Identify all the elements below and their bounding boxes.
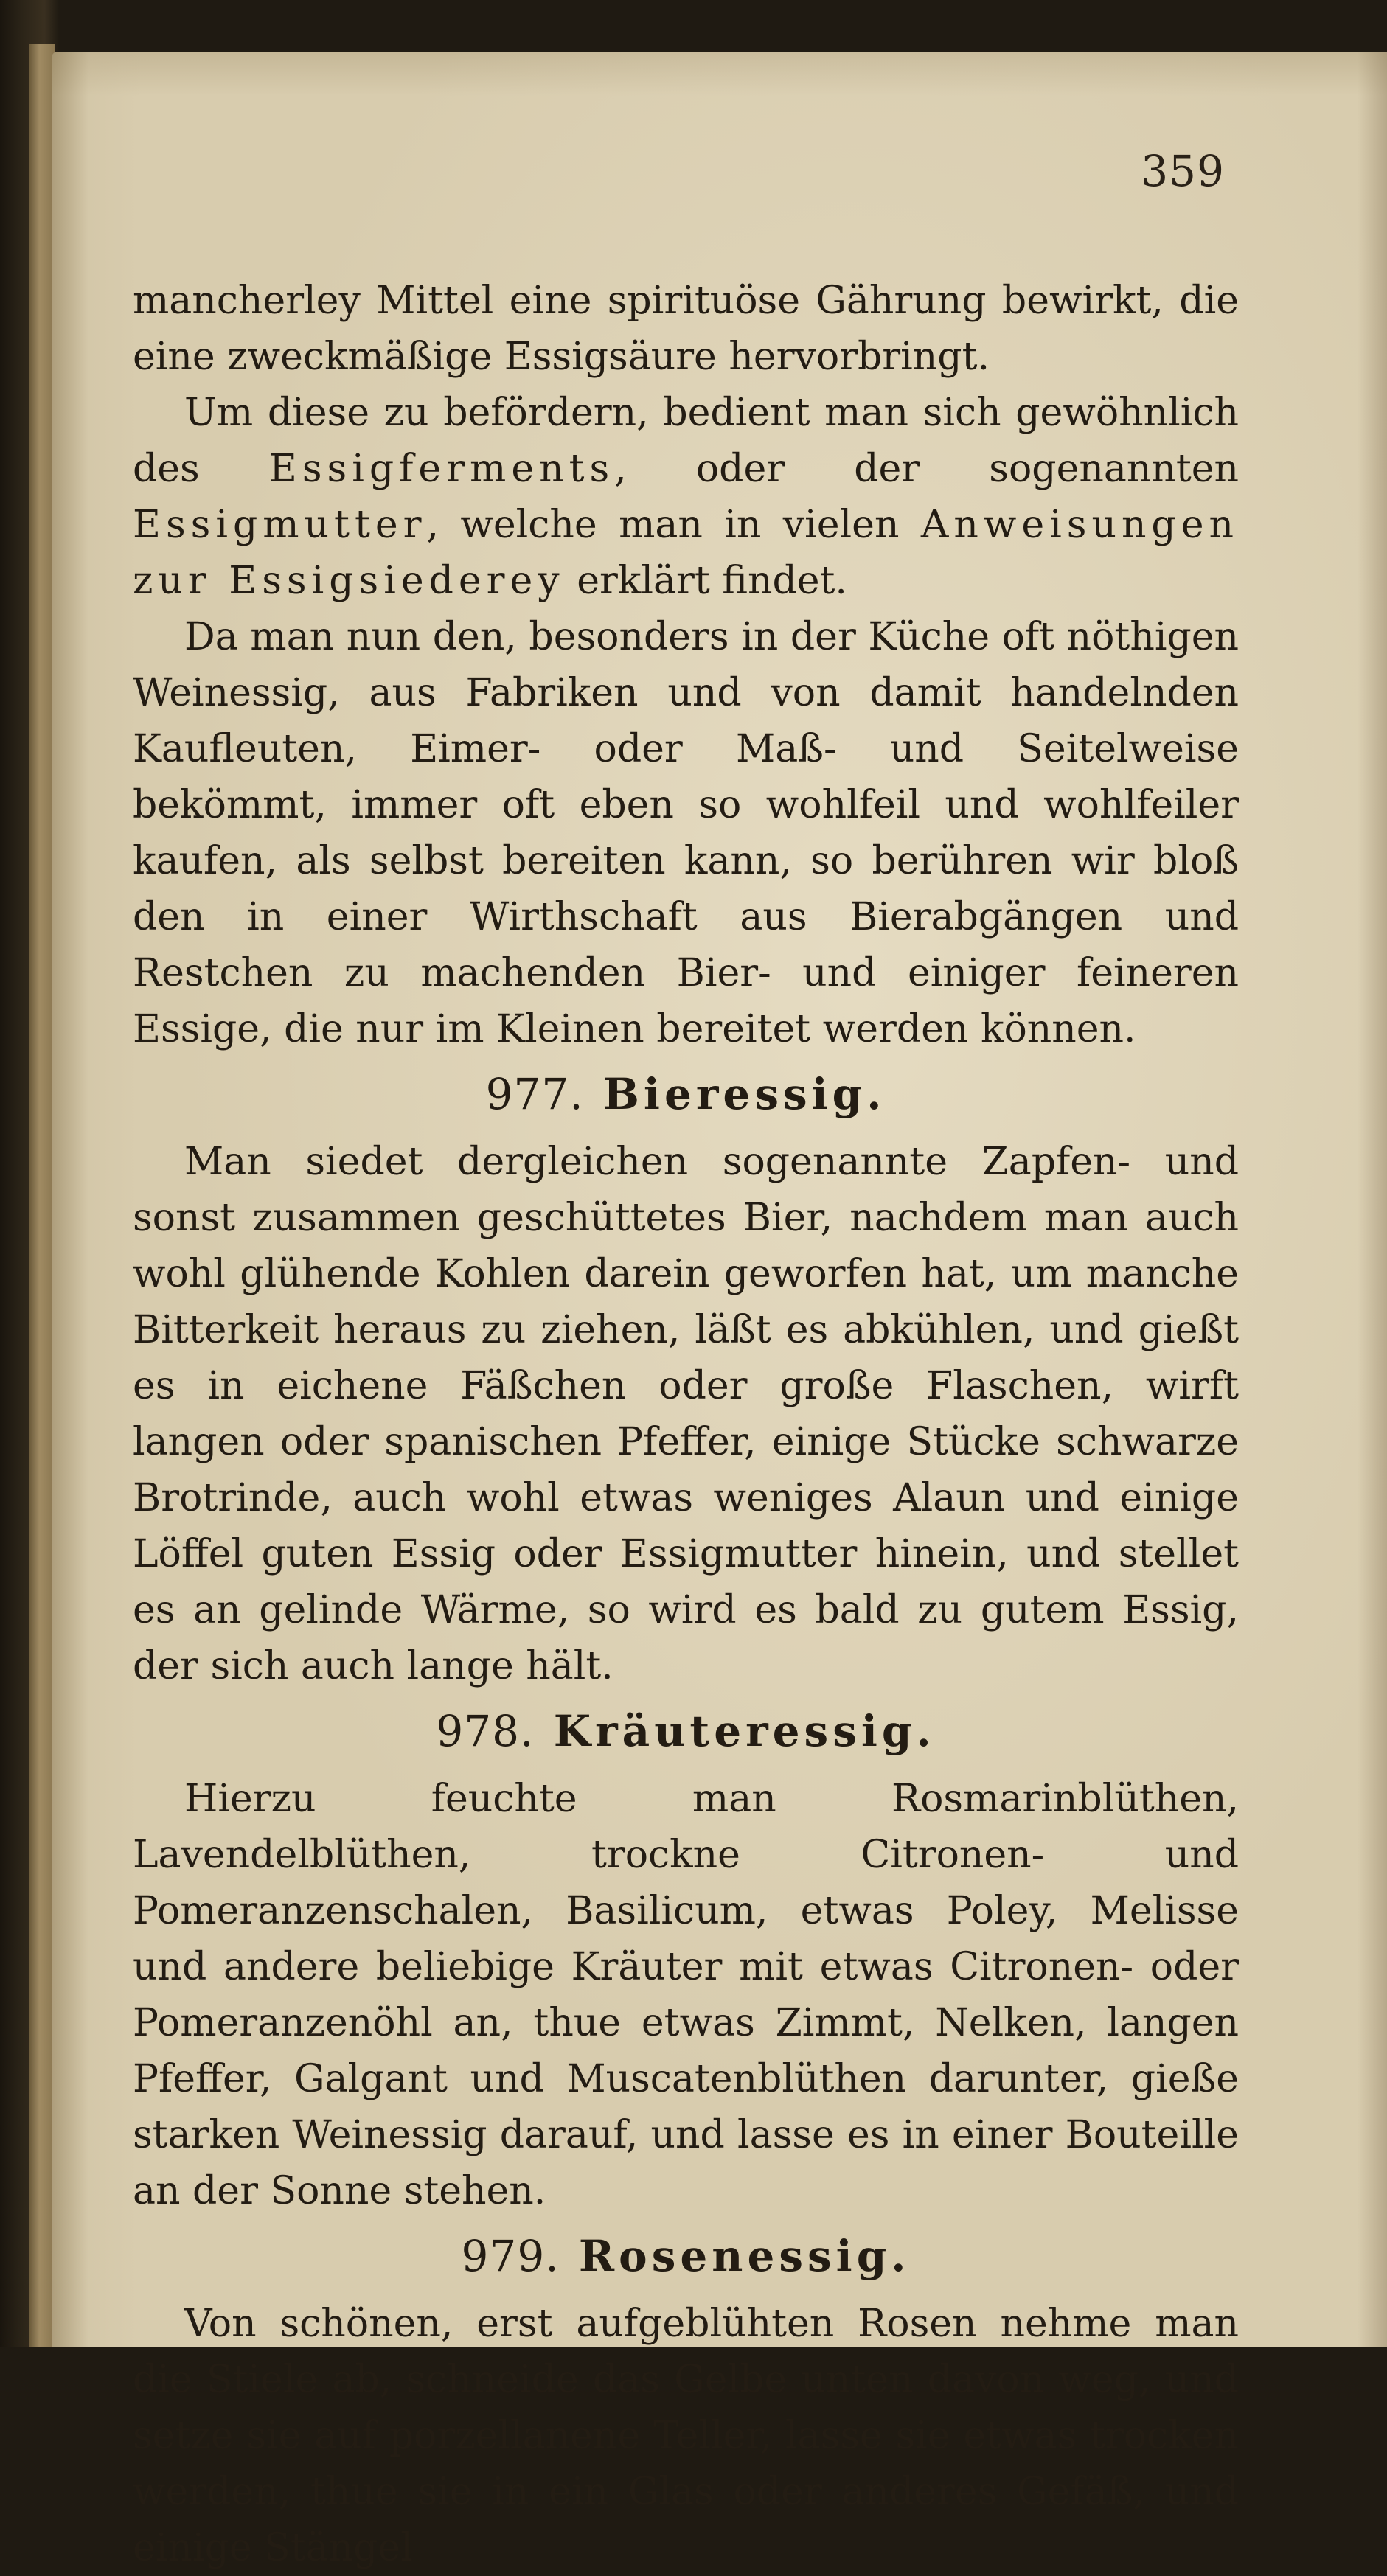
emphasis-essigmutter: Essigmutter — [133, 503, 427, 547]
book-page — [52, 52, 1387, 2570]
section-title: Rosenessig. — [578, 2231, 911, 2281]
emphasis-anweisungen: Anweisungen zur Essigsiederey — [133, 503, 1239, 603]
text-run: , welche man in vielen — [426, 503, 921, 547]
section-number: 978. — [436, 1706, 535, 1756]
page-edge-shadow — [1358, 52, 1387, 2347]
section-number: 979. — [461, 2231, 560, 2281]
text-run: erklärt findet. — [564, 559, 847, 603]
paragraph-essigferment — [133, 385, 1239, 609]
section-text-979: Von schönen, erst aufgeblühten Rosen nehme man die Stiele ab, schneide das Gelbe unten davon weg, und setze sie auf porzellanene Teller, lasse sie etwas trocken werden, thue sie in ein Glas oder anderes Gefäß, und einige Stängel — [133, 2302, 1239, 2570]
section-heading-978 — [133, 1702, 1239, 1761]
page-text — [133, 273, 1239, 2576]
section-title: Bieressig. — [602, 1069, 886, 1119]
section-text-978: Hierzu feuchte man Rosmarinblüthen, Lavendelblüthen, trockne Citronen- und Pomeranzenschalen, Basilicum, etwas Poley, Melisse und andere beliebige Kräuter mit etwas Citronen- oder Pomeranzenöhl an, thue etwas Zimmt, Nelken, langen Pfeffer, Galgant und Muscatenblüthen darunter, gieße starken Weinessig darauf, und lasse es in einer Bouteille an der Sonne stehen. — [133, 1777, 1239, 2213]
section-heading-979 — [133, 2227, 1239, 2286]
page-number: 359 — [1141, 146, 1225, 196]
emphasis-essigferments: Essigferments — [268, 447, 615, 491]
section-heading-977 — [133, 1065, 1239, 1124]
section-text-977: Man siedet dergleichen sogenannte Zapfen- und sonst zusammen geschüttetes Bier, nachdem man auch wohl glühende Kohlen darein geworfen hat, um manche Bitterkeit heraus zu ziehen, läßt es abkühlen, und gießt es in eichene Fäßchen oder große Flaschen, wirft langen oder spanischen Pfeffer, einige Stücke schwarze Brotrinde, auch wohl etwas weniges Alaun und einige Löffel guten Essig oder Essigmutter hinein, und stellet es an gelinde Wärme, so wird es bald zu gutem Essig, der sich auch lange hält. — [133, 1140, 1239, 1688]
section-number: 977. — [485, 1069, 584, 1119]
text-run: , oder der sogenannten — [614, 447, 1239, 491]
paragraph-continuation: mancherley Mittel eine spirituöse Gährung bewirkt, die eine zweckmäßige Essigsäure hervorbringt. — [133, 279, 1239, 379]
text-run: Um diese zu befördern, bedient man sich gewöhnlich des — [133, 391, 1239, 491]
section-title: Kräuteressig. — [553, 1706, 936, 1756]
book-spine — [29, 44, 55, 2347]
paragraph-weinessig: Da man nun den, besonders in der Küche oft nöthigen Weinessig, aus Fabriken und von damit handelnden Kaufleuten, Eimer- oder Maß- und Seitelweise bekömmt, immer oft eben so wohlfeil und wohlfeiler kaufen, als selbst bereiten kann, so berühren wir bloß den in einer Wirthschaft aus Bierabgängen und Restchen zu machenden Bier- und einiger feineren Essige, die nur im Kleinen bereitet werden können. — [133, 615, 1239, 1051]
